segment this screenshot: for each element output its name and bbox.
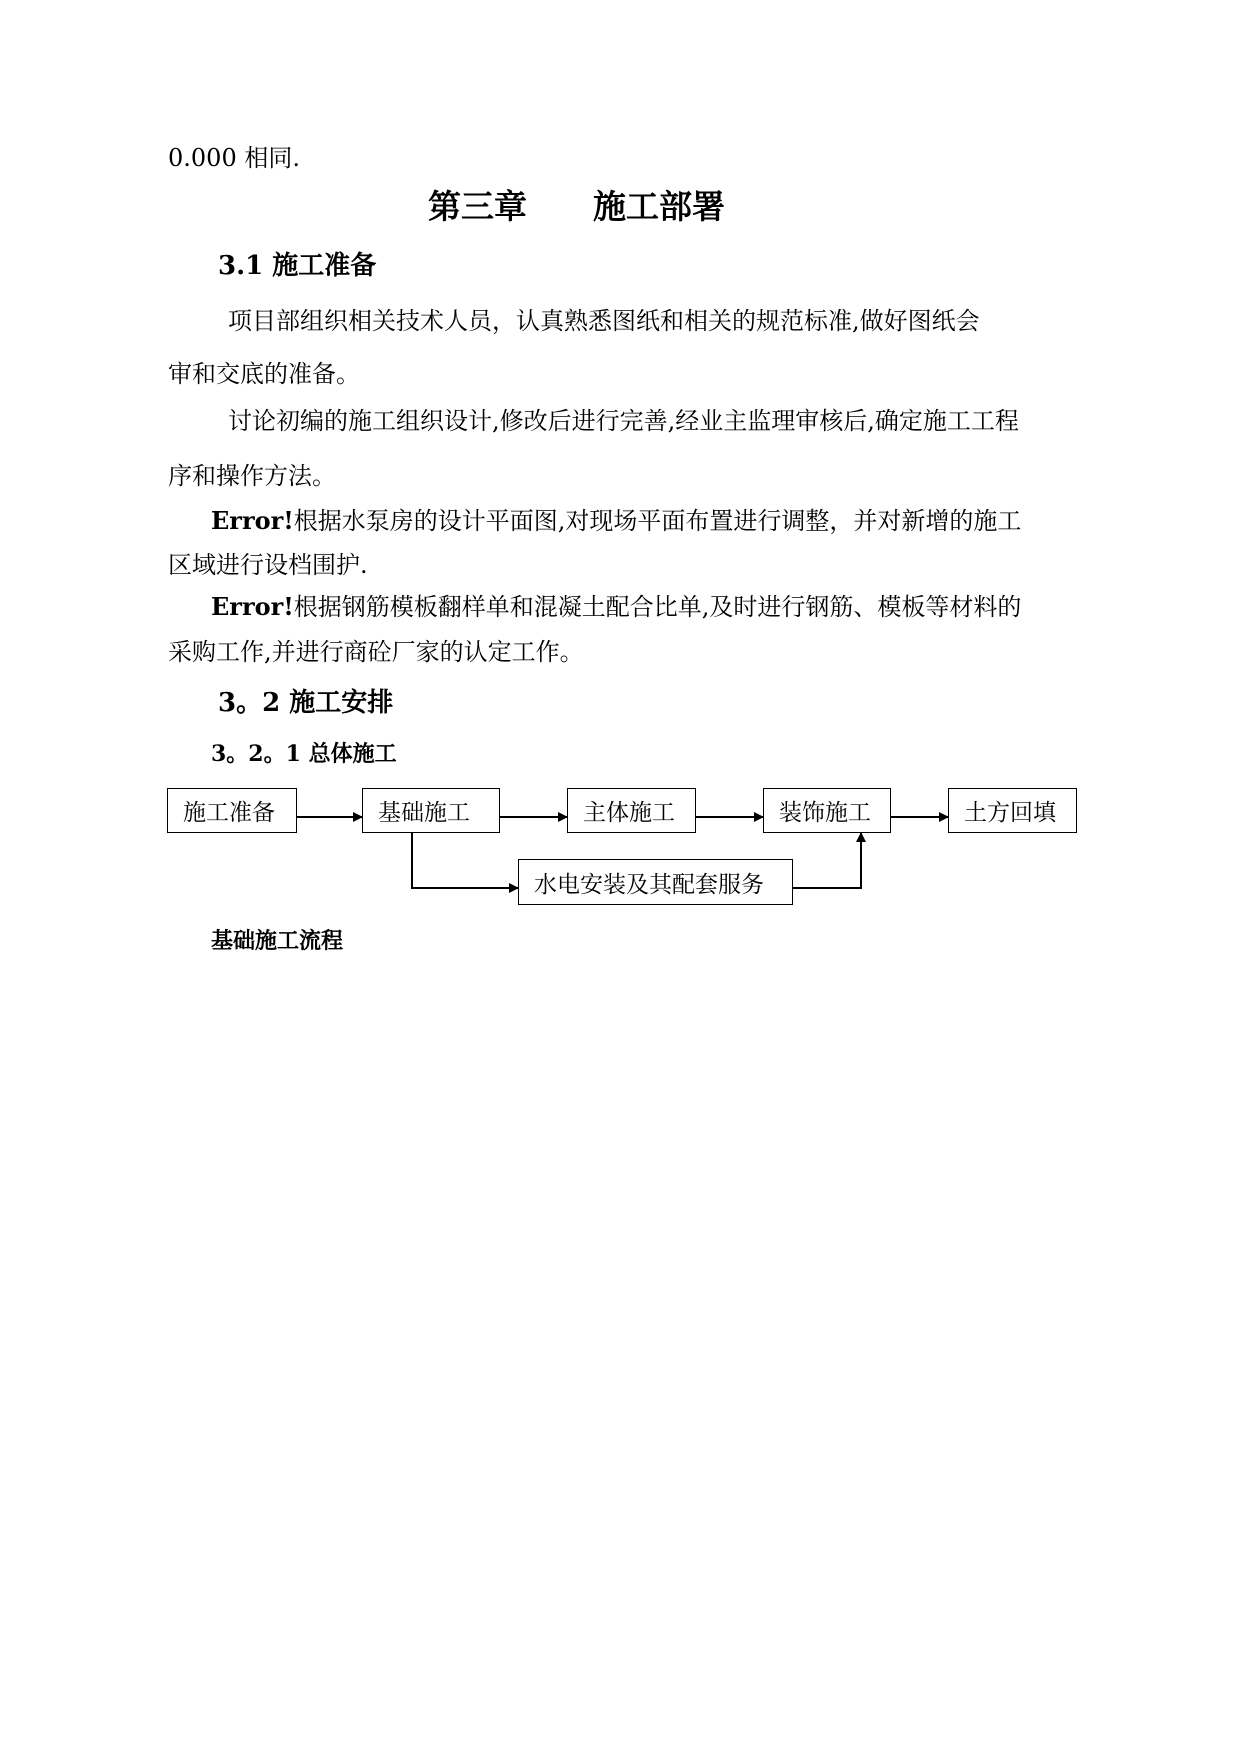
paragraph-line: 区域进行设档围护. bbox=[168, 551, 368, 579]
flow-node-utilities bbox=[518, 859, 793, 905]
arrow-foundation-to-utilities bbox=[412, 832, 518, 888]
paragraph-line: 采购工作,并进行商砼厂家的认定工作。 bbox=[168, 638, 584, 666]
error-marker: Error! bbox=[211, 592, 294, 621]
flow-node-backfill bbox=[948, 788, 1077, 833]
flow-node-label: 装饰施工 bbox=[779, 800, 871, 826]
chapter-title: 第三章 施工部署 bbox=[428, 187, 725, 226]
flow-node-decoration bbox=[763, 788, 891, 833]
paragraph-line: 讨论初编的施工组织设计,修改后进行完善,经业主监理审核后,确定施工工程 bbox=[228, 407, 1019, 435]
paragraph-line: 序和操作方法。 bbox=[168, 462, 336, 490]
error-marker: Error! bbox=[211, 506, 294, 535]
arrow-utilities-to-decoration bbox=[793, 833, 861, 888]
flow-node-label: 水电安装及其配套服务 bbox=[534, 871, 764, 898]
flow-node-main-structure bbox=[567, 788, 696, 833]
flow-node-label: 施工准备 bbox=[183, 800, 275, 826]
flow-node-label: 主体施工 bbox=[583, 800, 675, 826]
paragraph-line: 项目部组织相关技术人员，认真熟悉图纸和相关的规范标准,做好图纸会 bbox=[228, 307, 980, 335]
foundation-flow-label: 基础施工流程 bbox=[211, 928, 344, 954]
subsection-heading-3-2-1: 3。2。1 总体施工 bbox=[211, 741, 397, 767]
paragraph-text: 根据水泵房的设计平面图,对现场平面布置进行调整，并对新增的施工 bbox=[293, 507, 1022, 535]
section-heading-3-1: 3.1 施工准备 bbox=[218, 251, 377, 281]
flow-node-label: 土方回填 bbox=[964, 800, 1056, 826]
flow-node-label: 基础施工 bbox=[378, 800, 470, 826]
section-heading-3-2: 3。2 施工安排 bbox=[218, 688, 394, 718]
continuation-text: 0.000 相同. bbox=[168, 144, 300, 172]
flow-node-foundation bbox=[362, 788, 500, 833]
paragraph-text: 根据钢筋模板翻样单和混凝土配合比单,及时进行钢筋、模板等材料的 bbox=[293, 593, 1022, 621]
paragraph-line: 审和交底的准备。 bbox=[168, 360, 360, 388]
flow-node-prep bbox=[167, 788, 297, 833]
